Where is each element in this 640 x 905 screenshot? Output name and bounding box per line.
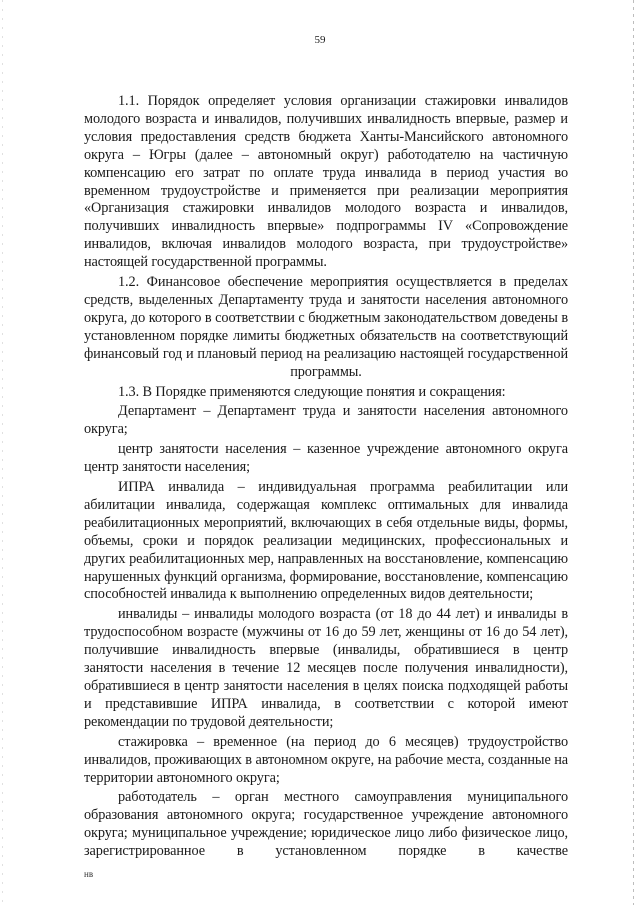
scan-edge-left	[2, 0, 3, 905]
document-body	[84, 93, 568, 863]
paragraph-1-1: 1.1. Порядок определяет условия организации стажировки инвалидов молодого возраста и инвалидов, получивших инвалидность впервые, размер и условия предоставления средств бюджета Ханты-Мансийского автономного округа – Югры (далее – автономный округ) работодателю на частичную компенсацию его затрат по оплате труда инвалида в период участия во временном трудоустройстве и применяется при реализации мероприятия «Организация стажировки инвалидов молодого возраста и инвалидов, получивших инвалидность впервые» подпрограммы IV «Сопровождение инвалидов, включая инвалидов молодого возраста, при трудоустройстве» настоящей государственной программы.	[84, 93, 568, 271]
definition-department: Департамент – Департамент труда и занятости населения автономного округа;	[84, 403, 568, 438]
definition-ipra: ИПРА инвалида – индивидуальная программа реабилитации или абилитации инвалида, содержащая комплекс оптимальных для инвалида реабилитационных мероприятий, включающих в себя отдельные виды, формы, объемы, сроки и порядок реализации медицинских, профессиональных и других реабилитационных мер, направленных на восстановление, компенсацию нарушенных функций организма, формирование, восстановление, компенсацию способностей инвалида к выполнению определенных видов деятельности;	[84, 479, 568, 603]
definition-employer: работодатель – орган местного самоуправления муниципального образования автономного округа; государственное учреждение автономного округа; муниципальное учреждение; юридическое лицо либо физическое лицо, зарегистрированное в установленном порядке в качестве	[84, 789, 568, 860]
paragraph-1-3: 1.3. В Порядке применяются следующие понятия и сокращения:	[118, 383, 506, 400]
definition-disabled-persons: инвалиды – инвалиды молодого возраста (от 18 до 44 лет) и инвалиды в трудоспособном возрасте (мужчины от 16 до 59 лет, женщины от 16 до 54 лет), получившие инвалидность впервые (инвалиды, обратившиеся в центр занятости населения в течение 12 месяцев после получения инвалидности), обратившиеся в центр занятости населения в целях поиска подходящей работы и представившие ИПРА инвалида, в соответствии с которой имеют рекомендации по трудовой деятельности;	[84, 606, 568, 730]
footer-mark: нв	[84, 869, 94, 879]
page-number: 59	[314, 34, 326, 46]
paragraph-1-2: 1.2. Финансовое обеспечение мероприятия осуществляется в пределах средств, выделенных Департаменту труда и занятости населения автономного округа, до которого в соответствии с бюджетным законодательством доведены в установленном порядке лимиты бюджетных обязательств на соответствующий финансовый год и плановый период на реализацию настоящей государственной программы.	[84, 274, 568, 380]
scan-edge-right	[633, 0, 634, 905]
definition-employment-center: центр занятости населения – казенное учреждение автономного округа центр занятости населения;	[84, 441, 568, 476]
definition-internship: стажировка – временное (на период до 6 месяцев) трудоустройство инвалидов, проживающих в автономном округе, на рабочие места, созданные на территории автономного округа;	[84, 733, 568, 786]
